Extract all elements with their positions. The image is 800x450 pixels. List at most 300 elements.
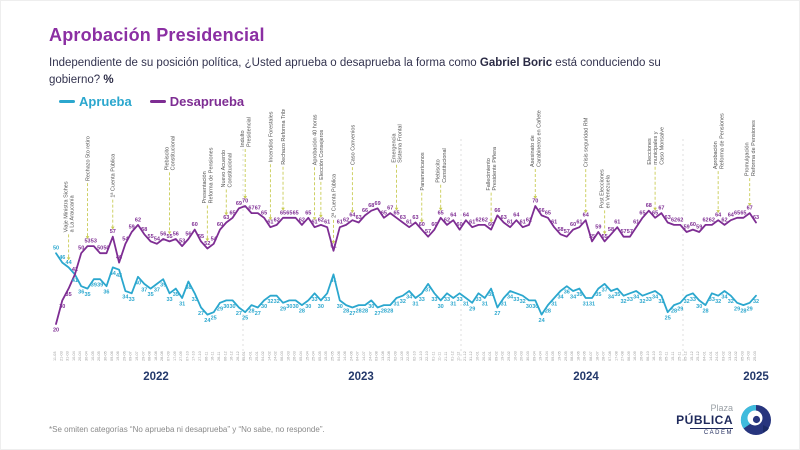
svg-text:30: 30: [525, 303, 533, 310]
svg-text:Crisis seguridad RM: Crisis seguridad RM: [583, 117, 590, 168]
svg-text:19-02: 19-02: [500, 351, 505, 361]
svg-text:33: 33: [475, 296, 482, 303]
subtitle-mid: está conduciendo su gobierno?: [49, 57, 661, 87]
svg-text:37: 37: [425, 287, 432, 294]
svg-text:57: 57: [626, 229, 633, 236]
svg-text:14-01: 14-01: [708, 351, 713, 361]
svg-text:04-07: 04-07: [355, 351, 360, 361]
svg-text:61: 61: [551, 219, 558, 226]
svg-text:58: 58: [141, 226, 148, 233]
svg-text:33: 33: [311, 296, 318, 303]
svg-text:31-03: 31-03: [65, 351, 70, 361]
svg-text:18-07: 18-07: [595, 351, 600, 361]
svg-text:61: 61: [506, 219, 514, 226]
logo-cadem-label: CADEM: [690, 428, 733, 436]
svg-text:17-08: 17-08: [614, 351, 619, 361]
subtitle-percent: %: [103, 74, 114, 87]
svg-text:20-04: 20-04: [78, 351, 83, 361]
svg-text:19-06: 19-06: [116, 351, 121, 361]
year-label-2023: 2023: [348, 371, 374, 383]
svg-text:26-10: 26-10: [658, 351, 663, 361]
svg-text:64: 64: [349, 212, 356, 219]
subtitle-pre: Independiente de su posición política, ¿Usted aprueba o desaprueba la forma como: [49, 57, 480, 69]
svg-text:54: 54: [153, 236, 160, 243]
svg-text:66: 66: [494, 207, 501, 214]
svg-text:Rechazo 5to retiro: Rechazo 5to retiro: [85, 136, 92, 182]
subtitle-boric: Gabriel Boric: [479, 57, 553, 69]
svg-text:43: 43: [116, 273, 123, 280]
svg-text:19-04: 19-04: [538, 351, 543, 361]
svg-text:05-01: 05-01: [242, 351, 247, 361]
svg-text:26-12: 26-12: [235, 351, 240, 361]
svg-text:62: 62: [670, 217, 678, 224]
svg-text:2ª Cuenta Pública: 2ª Cuenta Pública: [331, 173, 338, 218]
svg-text:Fallecimiento: Fallecimiento: [486, 158, 493, 191]
svg-text:60: 60: [418, 222, 425, 229]
svg-text:14-06: 14-06: [343, 351, 348, 361]
svg-text:28-07: 28-07: [601, 351, 606, 361]
svg-text:12-10: 12-10: [418, 351, 423, 361]
svg-text:15-05: 15-05: [324, 351, 329, 361]
svg-text:62: 62: [298, 217, 306, 224]
svg-text:37: 37: [153, 287, 160, 294]
svg-text:52: 52: [204, 240, 211, 247]
svg-text:25-11: 25-11: [677, 351, 682, 361]
svg-text:27-10: 27-10: [198, 351, 203, 361]
svg-text:20-05: 20-05: [97, 351, 102, 361]
svg-text:18-06: 18-06: [576, 351, 581, 361]
svg-text:32: 32: [639, 299, 646, 306]
svg-text:63: 63: [752, 215, 760, 222]
svg-text:Caso Monsalve: Caso Monsalve: [659, 126, 666, 165]
svg-text:Elecciones: Elecciones: [646, 138, 653, 165]
svg-text:67: 67: [658, 205, 665, 212]
svg-text:25-12: 25-12: [696, 351, 701, 361]
svg-text:41: 41: [71, 266, 78, 273]
svg-text:39: 39: [90, 282, 97, 289]
logo-publica-label: PÚBLICA: [676, 413, 733, 427]
legend: [59, 94, 244, 109]
svg-text:38: 38: [185, 285, 192, 292]
svg-text:53: 53: [84, 238, 91, 245]
svg-text:27: 27: [374, 310, 381, 317]
svg-text:04-06: 04-06: [336, 351, 341, 361]
svg-text:54: 54: [210, 236, 217, 243]
svg-text:26-11: 26-11: [216, 351, 221, 361]
svg-text:63: 63: [500, 215, 507, 222]
svg-text:55: 55: [601, 233, 608, 240]
svg-text:24-07: 24-07: [368, 351, 373, 361]
svg-text:12-09: 12-09: [399, 351, 404, 361]
svg-text:32: 32: [267, 299, 274, 306]
svg-text:62: 62: [273, 217, 280, 224]
svg-text:30: 30: [59, 303, 66, 310]
svg-text:16-10: 16-10: [652, 351, 657, 361]
svg-text:30: 30: [261, 303, 268, 310]
svg-text:04-01: 04-01: [702, 351, 707, 361]
svg-text:Indulto: Indulto: [240, 130, 247, 147]
svg-text:59: 59: [128, 224, 135, 231]
svg-text:34: 34: [557, 294, 564, 301]
svg-text:Elección Consejeros: Elección Consejeros: [318, 129, 325, 180]
svg-text:15-03: 15-03: [746, 351, 751, 361]
svg-text:60: 60: [570, 222, 577, 229]
svg-text:19-05: 19-05: [557, 351, 562, 361]
svg-text:69: 69: [235, 200, 242, 207]
svg-text:Caso Convenios: Caso Convenios: [350, 124, 357, 166]
legend-label-aprueba: Aprueba: [79, 94, 132, 109]
svg-text:09-05: 09-05: [551, 351, 556, 361]
svg-text:25: 25: [242, 315, 249, 322]
svg-text:33: 33: [324, 296, 331, 303]
svg-text:08-06: 08-06: [570, 351, 575, 361]
svg-text:29: 29: [746, 306, 753, 313]
svg-text:37: 37: [141, 287, 148, 294]
svg-text:18-08: 18-08: [153, 351, 158, 361]
brand-logo-text: [676, 404, 733, 436]
svg-text:39: 39: [160, 282, 167, 289]
svg-text:en Venezuela: en Venezuela: [605, 175, 612, 209]
svg-text:35: 35: [576, 292, 583, 299]
svg-text:06-12: 06-12: [223, 351, 228, 361]
svg-text:17-09: 17-09: [172, 351, 177, 361]
svg-text:57: 57: [563, 229, 570, 236]
svg-text:27: 27: [254, 310, 261, 317]
legend-item-desaprueba: [150, 94, 244, 109]
svg-text:30-04: 30-04: [84, 351, 89, 361]
svg-text:01-12: 01-12: [450, 351, 455, 361]
svg-text:61: 61: [614, 219, 621, 226]
svg-text:67: 67: [387, 205, 394, 212]
svg-text:28: 28: [387, 308, 394, 315]
chart-area: [41, 109, 771, 369]
svg-text:70: 70: [532, 198, 539, 205]
svg-text:36: 36: [78, 289, 85, 296]
svg-text:29: 29: [677, 306, 684, 313]
svg-text:56: 56: [185, 231, 192, 238]
svg-text:24-02: 24-02: [273, 351, 278, 361]
svg-text:31: 31: [179, 301, 186, 308]
svg-text:Plebiscito: Plebiscito: [164, 146, 171, 171]
svg-text:62: 62: [443, 217, 451, 224]
svg-text:60: 60: [191, 222, 198, 229]
svg-text:Incendios Forestales: Incendios Forestales: [268, 111, 275, 163]
svg-text:27-08: 27-08: [620, 351, 625, 361]
svg-text:a La Araucanía: a La Araucanía: [69, 195, 76, 233]
svg-text:35: 35: [595, 292, 602, 299]
svg-text:59: 59: [683, 224, 690, 231]
svg-text:51: 51: [330, 243, 337, 250]
svg-text:58: 58: [557, 226, 564, 233]
svg-text:65: 65: [393, 210, 400, 217]
svg-text:11-03: 11-03: [53, 351, 57, 361]
svg-text:64: 64: [462, 212, 469, 219]
svg-text:59: 59: [696, 224, 703, 231]
svg-text:23-08: 23-08: [387, 351, 392, 361]
svg-text:66: 66: [361, 207, 369, 214]
svg-text:35: 35: [147, 292, 154, 299]
svg-text:11-11: 11-11: [437, 351, 442, 361]
svg-text:25: 25: [210, 315, 217, 322]
svg-text:25-01: 25-01: [254, 351, 259, 361]
svg-text:62: 62: [721, 217, 728, 224]
svg-text:53: 53: [179, 238, 186, 245]
svg-text:28: 28: [380, 308, 387, 315]
svg-text:70: 70: [242, 198, 249, 205]
svg-text:11-12: 11-12: [456, 351, 461, 361]
desaprueba-line-swatch: [150, 100, 166, 103]
svg-text:44: 44: [65, 259, 72, 266]
svg-text:65: 65: [740, 210, 747, 217]
svg-text:20-01: 20-01: [481, 351, 486, 361]
svg-text:24-01: 24-01: [715, 351, 720, 361]
svg-text:28: 28: [361, 308, 369, 315]
svg-text:33: 33: [513, 296, 520, 303]
svg-text:26-09: 26-09: [639, 351, 644, 361]
svg-text:31: 31: [551, 301, 558, 308]
svg-text:57: 57: [620, 229, 627, 236]
svg-text:60: 60: [456, 222, 463, 229]
svg-text:05-05: 05-05: [317, 351, 322, 361]
svg-text:61: 61: [311, 219, 318, 226]
svg-text:Presentación: Presentación: [202, 171, 209, 204]
svg-text:63: 63: [223, 215, 230, 222]
svg-text:29: 29: [216, 306, 224, 313]
svg-text:25-03: 25-03: [753, 351, 757, 361]
svg-text:09-06: 09-06: [109, 351, 114, 361]
svg-text:03-02: 03-02: [721, 351, 726, 361]
svg-text:25-05: 25-05: [330, 351, 335, 361]
svg-text:33: 33: [645, 296, 652, 303]
svg-text:32: 32: [727, 299, 734, 306]
svg-text:61: 61: [406, 219, 413, 226]
svg-text:64: 64: [582, 212, 589, 219]
svg-text:22-09: 22-09: [406, 351, 411, 361]
svg-text:03-08: 03-08: [374, 351, 379, 361]
svg-text:33: 33: [431, 296, 438, 303]
svg-text:21-12: 21-12: [462, 351, 467, 361]
svg-text:14-02: 14-02: [267, 351, 272, 361]
svg-text:Rechazo Reforma Tributaria: Rechazo Reforma Tributaria: [281, 109, 288, 165]
svg-text:65: 65: [380, 210, 387, 217]
svg-text:32: 32: [658, 299, 665, 306]
svg-text:32: 32: [683, 299, 690, 306]
svg-text:65: 65: [286, 210, 293, 217]
svg-text:64: 64: [715, 212, 722, 219]
svg-text:67: 67: [746, 205, 753, 212]
svg-text:62: 62: [702, 217, 709, 224]
svg-text:50: 50: [97, 245, 104, 252]
svg-text:Sistema Frontal: Sistema Frontal: [397, 124, 404, 163]
svg-text:31-12: 31-12: [469, 351, 474, 361]
legend-item-aprueba: [59, 94, 132, 109]
svg-text:14-07: 14-07: [362, 351, 367, 361]
svg-text:61: 61: [336, 219, 343, 226]
svg-text:Asesinato de: Asesinato de: [530, 135, 537, 167]
svg-text:24: 24: [538, 318, 545, 325]
svg-text:28: 28: [343, 308, 350, 315]
svg-text:67: 67: [248, 205, 255, 212]
svg-text:57: 57: [425, 229, 432, 236]
svg-text:50: 50: [52, 245, 60, 252]
svg-text:65: 65: [734, 210, 741, 217]
svg-text:30-03: 30-03: [525, 351, 530, 361]
brand-logo: [676, 403, 773, 437]
svg-text:17-10: 17-10: [191, 351, 196, 361]
svg-text:31: 31: [582, 301, 589, 308]
svg-text:61: 61: [324, 219, 331, 226]
svg-text:Constitucional: Constitucional: [227, 152, 234, 188]
svg-text:33: 33: [128, 296, 135, 303]
svg-text:15-01: 15-01: [248, 351, 253, 361]
svg-text:21-03: 21-03: [59, 351, 64, 361]
svg-text:41: 41: [71, 277, 78, 284]
svg-text:27: 27: [235, 310, 242, 317]
svg-text:07-09: 07-09: [166, 351, 171, 361]
svg-text:23-02: 23-02: [734, 351, 739, 361]
svg-text:08-08: 08-08: [147, 351, 152, 361]
svg-text:34: 34: [721, 294, 728, 301]
svg-text:30-05: 30-05: [103, 351, 108, 361]
svg-text:34: 34: [506, 294, 514, 301]
svg-text:55: 55: [147, 233, 154, 240]
svg-text:Reforma de Pensiones: Reforma de Pensiones: [719, 113, 726, 170]
svg-text:Aprobación 40 horas: Aprobación 40 horas: [312, 114, 319, 166]
svg-text:27: 27: [494, 310, 501, 317]
svg-text:28: 28: [248, 308, 255, 315]
svg-text:59: 59: [595, 224, 602, 231]
svg-text:29: 29: [279, 306, 287, 313]
svg-text:30-01: 30-01: [488, 351, 493, 361]
svg-text:Viaje Ministra Siches: Viaje Ministra Siches: [63, 181, 70, 233]
svg-text:07-08: 07-08: [607, 351, 612, 361]
svg-text:28-08: 28-08: [160, 351, 165, 361]
svg-text:16-03: 16-03: [286, 351, 291, 361]
year-label-2024: 2024: [573, 371, 599, 383]
svg-text:68: 68: [368, 203, 375, 210]
svg-text:62: 62: [525, 217, 533, 224]
svg-text:34: 34: [607, 294, 615, 301]
svg-text:61: 61: [267, 219, 274, 226]
svg-text:30: 30: [317, 303, 324, 310]
svg-text:65: 65: [305, 210, 312, 217]
svg-text:35: 35: [614, 292, 621, 299]
svg-text:24-06: 24-06: [349, 351, 354, 361]
svg-text:62: 62: [317, 217, 324, 224]
svg-text:28: 28: [670, 308, 678, 315]
svg-text:62: 62: [475, 217, 482, 224]
svg-text:62: 62: [481, 217, 488, 224]
svg-text:31: 31: [588, 301, 596, 308]
svg-text:29: 29: [469, 306, 476, 313]
logo-plaza-label: Plaza: [710, 403, 733, 413]
svg-text:46: 46: [59, 255, 66, 262]
svg-text:31: 31: [481, 301, 488, 308]
svg-text:09-04: 09-04: [532, 351, 537, 361]
svg-text:67: 67: [254, 205, 261, 212]
svg-text:64: 64: [450, 212, 457, 219]
svg-text:34: 34: [122, 294, 129, 301]
svg-text:40: 40: [134, 280, 142, 287]
svg-text:41: 41: [330, 277, 337, 284]
year-label-2022: 2022: [143, 371, 169, 383]
svg-text:21-11: 21-11: [443, 351, 448, 361]
cadem-swirl-icon: [739, 403, 773, 437]
svg-text:63: 63: [399, 215, 406, 222]
svg-text:16-11: 16-11: [210, 351, 215, 361]
svg-text:63: 63: [355, 215, 362, 222]
svg-text:32: 32: [620, 299, 627, 306]
svg-text:06-09: 06-09: [626, 351, 631, 361]
svg-text:30: 30: [336, 303, 343, 310]
svg-text:07-10: 07-10: [185, 351, 190, 361]
svg-text:58: 58: [607, 226, 615, 233]
svg-text:29-02: 29-02: [507, 351, 512, 361]
svg-text:44: 44: [109, 270, 116, 277]
svg-text:28-06: 28-06: [582, 351, 587, 361]
svg-text:Reforma de Pensiones: Reforma de Pensiones: [750, 120, 757, 177]
svg-text:34: 34: [570, 294, 577, 301]
svg-text:10-05: 10-05: [90, 351, 95, 361]
svg-text:62: 62: [343, 217, 350, 224]
svg-text:64: 64: [727, 212, 734, 219]
svg-text:09-02: 09-02: [494, 351, 499, 361]
svg-text:31: 31: [462, 301, 469, 308]
svg-text:65: 65: [544, 210, 551, 217]
svg-text:32: 32: [519, 299, 526, 306]
svg-text:27-09: 27-09: [179, 351, 184, 361]
svg-text:06-11: 06-11: [204, 351, 209, 361]
svg-text:30: 30: [532, 303, 539, 310]
svg-text:62: 62: [134, 217, 142, 224]
svg-text:02-09: 02-09: [393, 351, 398, 361]
svg-text:31: 31: [500, 301, 507, 308]
svg-text:63: 63: [664, 215, 671, 222]
svg-text:66: 66: [538, 207, 545, 214]
svg-text:10-03: 10-03: [513, 351, 518, 361]
svg-text:15-12: 15-12: [689, 351, 694, 361]
svg-text:1ª Cuenta Pública: 1ª Cuenta Pública: [110, 153, 117, 198]
svg-text:31: 31: [450, 301, 457, 308]
svg-text:Plebiscito: Plebiscito: [435, 159, 442, 183]
svg-text:20-03: 20-03: [519, 351, 524, 361]
svg-text:04-02: 04-02: [261, 351, 266, 361]
svg-text:05-03: 05-03: [740, 351, 745, 361]
svg-text:53: 53: [90, 238, 97, 245]
svg-text:68: 68: [645, 203, 652, 210]
svg-text:Constitucional: Constitucional: [441, 148, 448, 183]
svg-text:Nuevo Acuerdo: Nuevo Acuerdo: [221, 149, 228, 188]
svg-text:33: 33: [191, 296, 198, 303]
svg-text:46: 46: [116, 255, 123, 262]
svg-text:29-07: 29-07: [141, 351, 146, 361]
svg-text:65: 65: [261, 210, 268, 217]
svg-text:33: 33: [708, 296, 715, 303]
aprueba-line-swatch: [59, 100, 75, 103]
svg-text:35: 35: [172, 292, 179, 299]
svg-text:31: 31: [412, 301, 419, 308]
svg-text:36: 36: [563, 289, 570, 296]
svg-text:56: 56: [172, 231, 179, 238]
svg-text:30: 30: [292, 303, 299, 310]
svg-text:65: 65: [639, 210, 646, 217]
svg-text:municipales y: municipales y: [653, 131, 660, 165]
svg-text:29: 29: [734, 306, 741, 313]
svg-text:Reforma de Pensiones: Reforma de Pensiones: [208, 147, 215, 204]
svg-text:Presidente Piñera: Presidente Piñera: [492, 146, 499, 191]
svg-text:55: 55: [588, 233, 596, 240]
x-axis-years: [1, 371, 800, 391]
